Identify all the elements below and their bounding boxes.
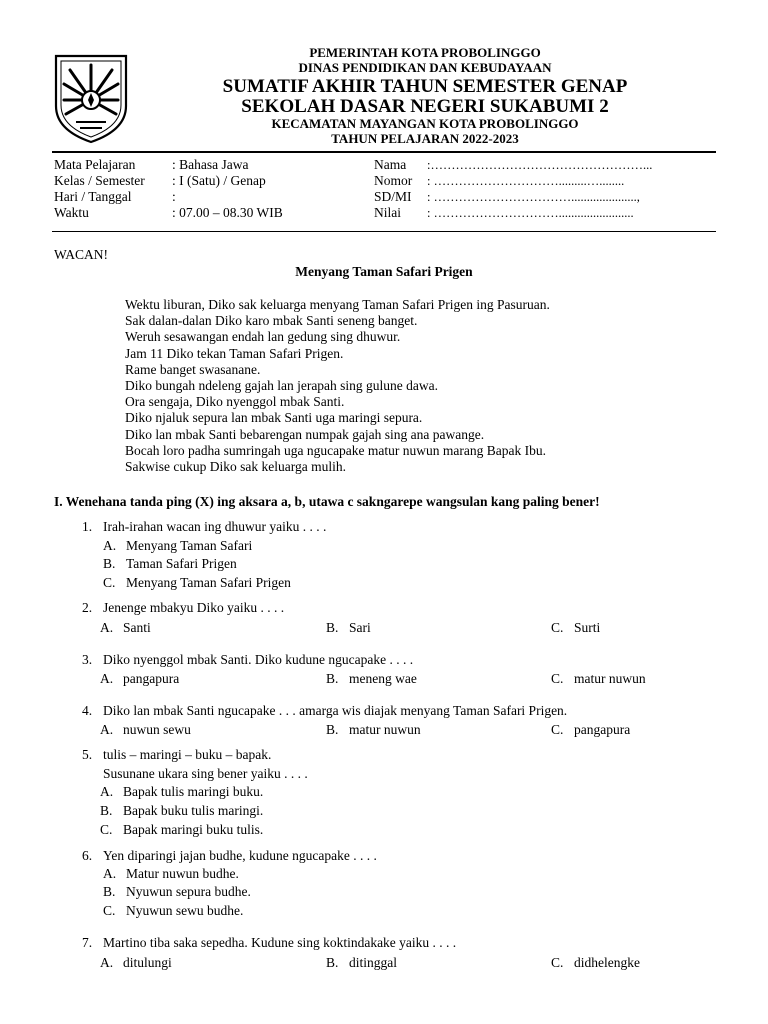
option-1b[interactable]: B. Taman Safari Prigen [103,556,237,571]
passage-line: Wektu liburan, Diko sak keluarga menyang Taman Safari Prigen ing Pasuruan. [125,297,550,312]
question-text: Martino tiba saka sepedha. Kudune sing koktindakake yaiku . . . . [103,935,457,950]
info-left-labels [54,157,145,221]
option-7b[interactable]: B. ditinggal [326,955,397,970]
option-5a[interactable]: A. Bapak tulis maringi buku. [100,784,264,799]
info-divider [52,231,716,232]
passage-line: Diko njaluk sepura lan mbak Santi uga maringi sepura. [125,410,423,426]
info-label-class: Kelas / Semester [54,173,145,188]
question-text: Diko lan mbak Santi ngucapake . . . amarga wis diajak menyang Taman Safari Prigen. [103,703,568,718]
option-2c[interactable]: C. Surti [551,620,601,635]
option-2a[interactable]: A. Santi [100,620,151,635]
reading-label: WACAN! [54,247,108,262]
question-4: 4. Diko lan mbak Santi ngucapake . . . amarga wis diajak menyang Taman Safari Prigen. [82,703,568,718]
passage-line: Rame banget swasanane. [125,361,261,377]
passage-line: Diko bungah ndeleng gajah lan jerapah sing gulune dawa. [125,378,439,394]
option-2b[interactable]: B. Sari [326,620,371,635]
info-label-score: Nilai [374,205,401,220]
passage-line: Bocah loro padha sumringah uga ngucapake matur nuwun marang Bapak Ibu. [125,442,546,458]
header-government: PEMERINTAH KOTA PROBOLINGGO [309,45,541,60]
question-text: Jenenge mbakyu Diko yaiku . . . . [103,600,285,615]
option-4b[interactable]: B. matur nuwun [326,722,421,737]
info-right-values [427,157,652,221]
section-instruction: I. Wenehana tanda ping (X) ing aksara a, b, utawa c sakngarepe wangsulan kang paling bener! [54,494,600,509]
question-6: 6. Yen diparingi jajan budhe, kudune ngucapake . . . . [82,848,377,863]
reading-title: Menyang Taman Safari Prigen [295,264,473,279]
info-value-score[interactable]: : …………………………........................ [427,206,634,220]
question-text: tulis – maringi – buku – bapak. [103,747,272,762]
option-3b[interactable]: B. meneng wae [326,671,417,686]
passage-line: Sak dalan-dalan Diko karo mbak Santi seneng banget. [125,313,418,329]
reading-passage [125,297,550,475]
info-value-number[interactable]: : ………………………….........…........ [427,174,625,188]
info-value-subject: : Bahasa Jawa [172,157,249,172]
option-6b[interactable]: B. Nyuwun sepura budhe. [103,884,251,899]
option-7c[interactable]: C. didhelengke [551,955,640,970]
question-text: Yen diparingi jajan budhe, kudune ngucapake . . . . [103,848,377,863]
city-emblem-logo [52,50,130,146]
header-department: DINAS PENDIDIKAN DAN KEBUDAYAAN [298,60,552,75]
option-3c[interactable]: C. matur nuwun [551,671,646,686]
info-right-labels [374,157,412,221]
option-6c[interactable]: C. Nyuwun sewu budhe. [103,903,244,918]
passage-line: Ora sengaja, Diko nyenggol mbak Santi. [125,394,345,410]
info-label-number: Nomor [374,173,413,188]
passage-line: Weruh sesawangan endah lan gedung sing dhuwur. [125,329,401,345]
option-1a[interactable]: A. Menyang Taman Safari [103,538,253,553]
option-5b[interactable]: B. Bapak buku tulis maringi. [100,803,264,818]
info-value-class: : I (Satu) / Genap [172,173,266,188]
option-4c[interactable]: C. pangapura [551,722,631,737]
header-district: KECAMATAN MAYANGAN KOTA PROBOLINGGO [271,116,579,131]
question-text: Irah-irahan wacan ing dhuwur yaiku . . . . [103,519,327,534]
question-5: 5. tulis – maringi – buku – bapak. [82,747,272,762]
question-5-subtext: Susunane ukara sing bener yaiku . . . . [103,766,308,781]
question-2: 2. Jenenge mbakyu Diko yaiku . . . . [82,600,285,615]
passage-line: Diko lan mbak Santi bebarengan numpak gajah sing ana pawange. [125,426,485,442]
option-1c[interactable]: C. Menyang Taman Safari Prigen [103,575,291,590]
option-4a[interactable]: A. nuwun sewu [100,722,191,737]
info-label-school: SD/MI [374,189,412,204]
info-value-time: : 07.00 – 08.30 WIB [172,205,283,220]
header-divider [52,151,716,153]
option-5c[interactable]: C. Bapak maringi buku tulis. [100,822,264,837]
info-label-time: Waktu [54,205,89,220]
info-value-school[interactable]: : ……………………………....................., [427,190,640,204]
option-6a[interactable]: A. Matur nuwun budhe. [103,866,239,881]
header-school-year: TAHUN PELAJARAN 2022-2023 [331,131,519,146]
option-7a[interactable]: A. ditulungi [100,955,172,970]
question-7: 7. Martino tiba saka sepedha. Kudune sing koktindakake yaiku . . . . [82,935,457,950]
info-value-name[interactable]: :……………………………………………... [427,158,653,172]
passage-line: Sakwise cukup Diko sak keluarga mulih. [125,459,346,475]
option-3a[interactable]: A. pangapura [100,671,180,686]
header-school-name: SEKOLAH DASAR NEGERI SUKABUMI 2 [241,96,609,117]
info-label-date: Hari / Tanggal [54,189,132,204]
info-value-date: : [172,189,176,204]
info-label-name: Nama [374,157,407,172]
info-left-values [172,157,283,221]
question-1: 1. Irah-irahan wacan ing dhuwur yaiku . . . . [82,519,327,534]
question-3: 3. Diko nyenggol mbak Santi. Diko kudune ngucapake . . . . [82,652,414,667]
question-text: Diko nyenggol mbak Santi. Diko kudune ngucapake . . . . [103,652,414,667]
header-exam-title: SUMATIF AKHIR TAHUN SEMESTER GENAP [222,76,628,97]
info-label-subject: Mata Pelajaran [54,157,136,172]
passage-line: Jam 11 Diko tekan Taman Safari Prigen. [125,345,344,361]
